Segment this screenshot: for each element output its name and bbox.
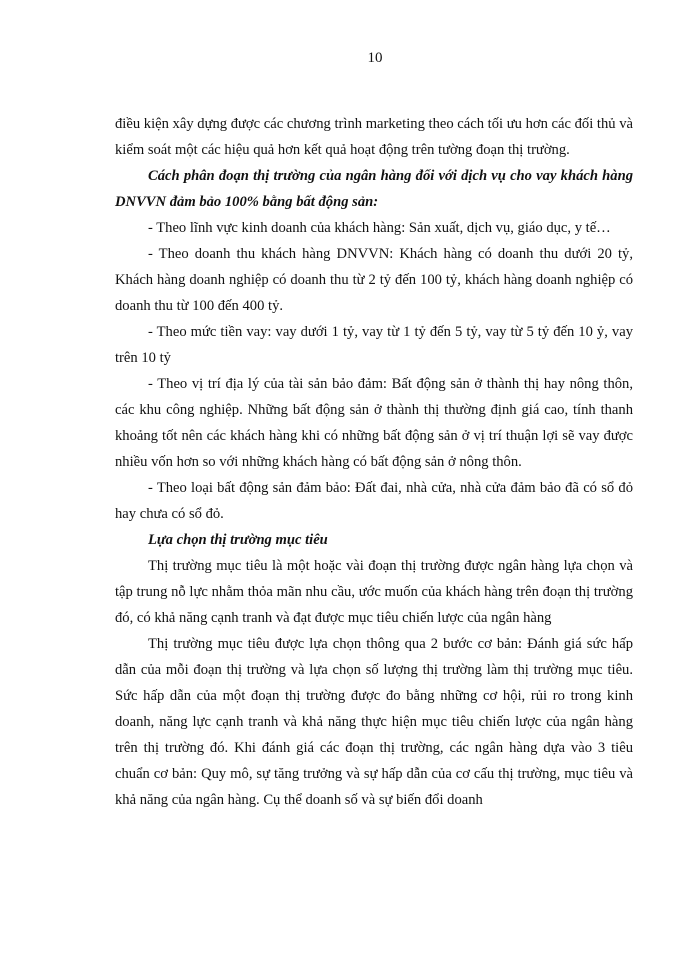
paragraph-location: - Theo vị trí địa lý của tài sản bảo đảm: Bất động sản ở thành thị hay nông thôn, các khu công nghiệp. Những bất động sản ở thành thị thường định giá cao, tính thanh khoảng tốt nên các khách hàng khi có những bất động sản ở vị trí thuận lợi sẽ vay được nhiều vốn hơn so với những khách hàng có bất động sản ở nông thôn. bbox=[115, 376, 633, 470]
paragraph-target-market-selection: Thị trường mục tiêu được lựa chọn thông qua 2 bước cơ bản: Đánh giá sức hấp dẫn của mỗi đoạn thị trường và lựa chọn số lượng thị trường làm thị trường mục tiêu. Sức hấp dẫn của một đoạn thị trường được đo bằng những cơ hội, rủi ro trong kinh doanh, năng lực cạnh tranh và khả năng thực hiện mục tiêu chiến lược của ngân hàng trên thị trường đó. Khi đánh giá các đoạn thị trường, các ngân hàng dựa vào 3 tiêu chuẩn cơ bản: Quy mô, sự tăng trưởng và sự hấp dẫn của cơ cấu thị trường, mục tiêu và khả năng của ngân hàng. Cụ thể doanh số và sự biến đổi doanh bbox=[115, 636, 633, 808]
section-heading-segmentation: Cách phân đoạn thị trường của ngân hàng đối với dịch vụ cho vay khách hàng DNVVN đảm bảo 100% bằng bất động sản: bbox=[115, 168, 633, 210]
paragraph-revenue: - Theo doanh thu khách hàng DNVVN: Khách hàng có doanh thu dưới 20 tỷ, Khách hàng doanh nghiệp có doanh thu từ 2 tỷ đến 100 tỷ, khách hàng doanh nghiệp có doanh thu từ 100 đến 400 tỷ. bbox=[115, 246, 633, 314]
page-number: 10 bbox=[367, 50, 383, 66]
paragraph-intro-continuation: điều kiện xây dựng được các chương trình marketing theo cách tối ưu hơn các đối thủ và kiểm soát một các hiệu quả hơn kết quả hoạt động trên tường đoạn thị trường. bbox=[115, 116, 633, 158]
paragraph-target-market-definition: Thị trường mục tiêu là một hoặc vài đoạn thị trường được ngân hàng lựa chọn và tập trung nỗ lực nhằm thỏa mãn nhu cầu, ước muốn của khách hàng trên đoạn thị trường đó, có khả năng cạnh tranh và đạt được mục tiêu chiến lược của ngân hàng bbox=[115, 558, 633, 626]
paragraph-property-type: - Theo loại bất động sản đảm bảo: Đất đai, nhà cửa, nhà cửa đảm bảo đã có sổ đỏ hay chưa có sổ đỏ. bbox=[115, 480, 633, 522]
section-heading-target-market: Lựa chọn thị trường mục tiêu bbox=[148, 532, 328, 548]
paragraph-loan-amount: - Theo mức tiền vay: vay dưới 1 tỷ, vay từ 1 tỷ đến 5 tỷ, vay từ 5 tỷ đến 10 ỷ, vay trên 10 tỷ bbox=[115, 324, 633, 366]
document-body bbox=[115, 111, 633, 813]
paragraph-business-field: - Theo lĩnh vực kinh doanh của khách hàng: Sản xuất, dịch vụ, giáo dục, y tế… bbox=[148, 220, 611, 236]
